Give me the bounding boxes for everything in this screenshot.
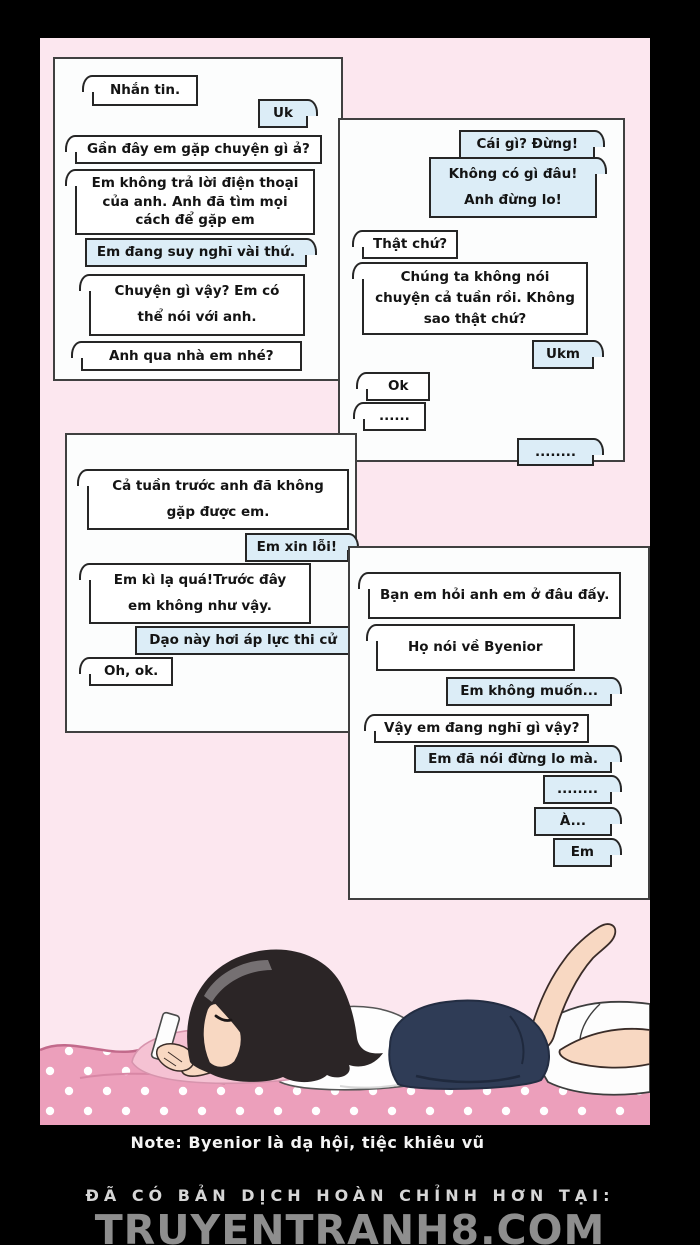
bedroom-illustration — [40, 900, 650, 1125]
message-bubble-received: Oh, ok. — [89, 657, 173, 686]
message-bubble-sent: À... — [534, 807, 612, 836]
message-bubble-sent: Em không muốn... — [446, 677, 612, 706]
message-bubble-received: Ok — [366, 372, 430, 401]
credit-text: ĐÃ CÓ BẢN DỊCH HOÀN CHỈNH HƠN TẠI: — [85, 1186, 615, 1205]
message-bubble-sent: Cái gì? Đừng! — [459, 130, 595, 159]
message-bubble-received: Anh qua nhà em nhé? — [81, 341, 302, 372]
chat-panel-bottom-right — [348, 546, 650, 900]
message-bubble-sent: Em đã nói đừng lo mà. — [414, 745, 612, 774]
message-bubble-sent: Không có gì đâu! Anh đừng lo! — [429, 157, 597, 218]
message-bubble-sent: Dạo này hơi áp lực thi cử — [135, 626, 351, 655]
message-bubble-sent: Em đang suy nghĩ vài thứ. — [85, 238, 307, 267]
chat-panel-top-left — [53, 57, 343, 381]
site-name: TRUYENTRANH8.COM — [94, 1206, 606, 1245]
message-bubble-sent: Uk — [258, 99, 308, 128]
message-bubble-received: Nhắn tin. — [92, 75, 198, 106]
message-bubble-sent: ........ — [543, 775, 612, 804]
message-bubble-received: Chúng ta không nói chuyện cả tuần rồi. Không sao thật chứ? — [362, 262, 588, 335]
message-bubble-received: Thật chứ? — [362, 230, 458, 259]
message-bubble-received: Bạn em hỏi anh em ở đâu đấy. — [368, 572, 621, 619]
message-bubble-sent: Em — [553, 838, 612, 867]
message-bubble-received: Em kì lạ quá!Trước đây em không như vậy. — [89, 563, 311, 624]
message-bubble-received: Họ nói về Byenior — [376, 624, 575, 671]
translator-note: Note: Byenior là dạ hội, tiệc khiêu vũ — [130, 1133, 485, 1152]
page-paper-background — [40, 38, 650, 1125]
message-bubble-received: Vậy em đang nghĩ gì vậy? — [374, 714, 589, 743]
chat-panel-top-right — [338, 118, 625, 462]
message-bubble-sent: Em xin lỗi! — [245, 533, 349, 562]
girl-skirt — [389, 1001, 549, 1089]
message-bubble-sent: ........ — [517, 438, 594, 467]
credit-footer — [0, 1186, 700, 1245]
message-bubble-received: Gần đây em gặp chuyện gì ả? — [75, 135, 322, 164]
chat-panel-middle-left — [65, 433, 357, 733]
message-bubble-sent: Ukm — [532, 340, 594, 369]
message-bubble-received: ...... — [363, 402, 426, 431]
message-bubble-received: Cả tuần trước anh đã không gặp được em. — [87, 469, 349, 530]
message-bubble-received: Em không trả lời điện thoại của anh. Anh đã tìm mọi cách để gặp em — [75, 169, 315, 236]
message-bubble-received: Chuyện gì vậy? Em có thể nói với anh. — [89, 274, 305, 335]
